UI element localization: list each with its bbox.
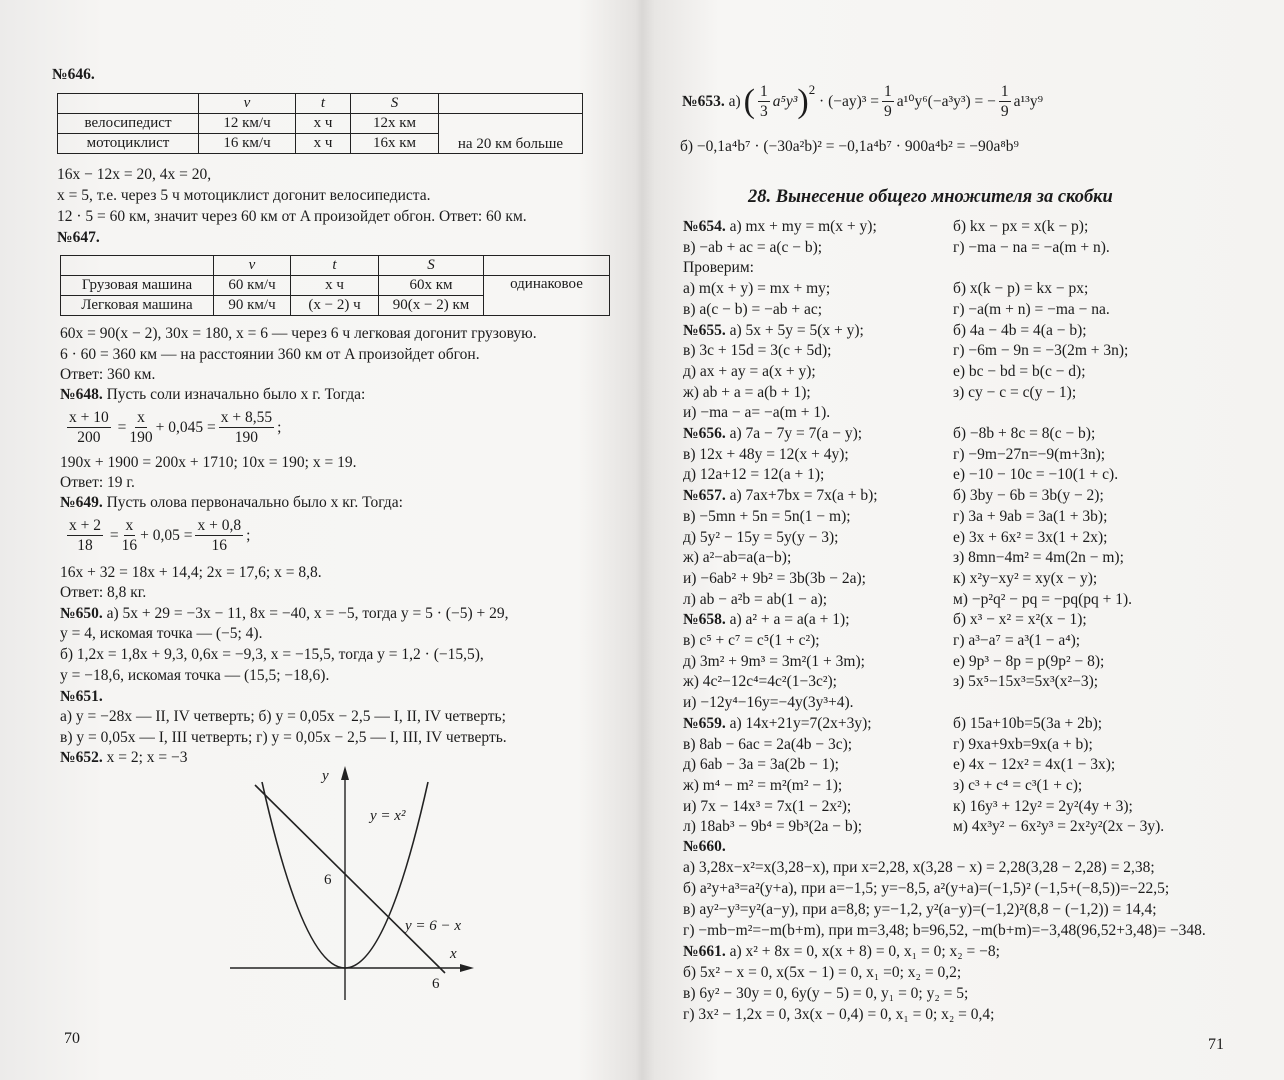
text-line: 60x = 90(x − 2), 30x = 180, x = 6 — через 6 ч легковая догонит грузовую.: [60, 325, 537, 342]
table-cell: (x − 2) ч: [291, 296, 379, 316]
line-y-6-minus-x: [255, 785, 445, 973]
problem-653-b: б) −0,1a⁴b⁷ · (−30a²b)² = −0,1a⁴b⁷ · 900a⁴b² = −90a⁸b⁹: [680, 138, 1019, 155]
text-line: а) 3,28x−x²=x(3,28−x), при x=2,28, x(3,28 − x) = 2,28(3,28 − 2,28) = 2,38;: [683, 859, 1155, 876]
text-line: 16x + 32 = 18x + 14,4; 2x = 17,6; x = 8,8.: [60, 564, 322, 581]
text-line: 6 · 60 = 360 км — на расстоянии 360 км от A произойдет обгон.: [60, 346, 480, 363]
table-cell: x ч: [291, 276, 379, 296]
y-axis-arrow-icon: [341, 766, 349, 780]
exercise-right-item: е) 3x + 6x² = 3x(1 + 2x);: [953, 528, 1108, 546]
text-line: в) y = 0,05x — I, III четверть; г) y = 0,05x − 2,5 — I, III, IV четверть.: [60, 729, 507, 746]
exercise-right-item: к) 16y³ + 12y² = 2y²(4y + 3);: [953, 797, 1133, 815]
exercise-right-item: б) −8b + 8c = 8(c − b);: [953, 425, 1096, 442]
exercise-left-item: д) ax + ay = a(x + y);: [683, 362, 816, 380]
page-number: 70: [64, 1030, 80, 1047]
y-tick-label: 6: [324, 872, 332, 888]
table-note-cell: одинаковое: [484, 276, 610, 316]
exercise-left-item: в) a(c − b) = −ab + ac;: [683, 300, 823, 318]
problem-646-title: №646.: [52, 66, 95, 83]
exercise-right-item: е) −10 − 10c = −10(1 + c).: [953, 466, 1119, 484]
problem-653-a: №653. а) ( $\frac{1}{3}$ a⁵y³ ) $^2$ · (−ay)³ = $\frac{1}{9}$ a¹⁰y⁶(−a³y³) = − $\frac{1}{9}$ a¹³y⁹: [682, 82, 1043, 120]
exercise-left-item: и) 7x − 14x³ = 7x(1 − 2x²);: [683, 797, 852, 815]
text-line: №661. а) x² + 8x = 0, x(x + 8) = 0, x₁ = 0; x₂ = −8;: [683, 943, 1000, 960]
exercise-left-item: и) −12y⁴−16y=−4y(3y³+4).: [683, 694, 854, 712]
text-line: Ответ: 8,8 кг.: [60, 584, 147, 601]
exercise-left-item: л) ab − a²b = ab(1 − a);: [683, 590, 828, 608]
text-line: y = 4, искомая точка — (−5; 4).: [60, 625, 263, 642]
exercise-right-item: г) −ma − na = −a(m + n).: [953, 238, 1110, 256]
exercise-right-item: б) kx − px = x(k − p);: [953, 218, 1089, 235]
table-cell: 60 км/ч: [214, 276, 291, 296]
equation-648: $\frac{x + 10}{200}$ = $\frac{x}{190}$ + 0,045 = $\frac{x + 8,55}{190}$ ;: [69, 409, 282, 446]
x-axis-label: x: [450, 946, 457, 962]
exercise-right-item: б) 3by − 6b = 3b(y − 2);: [953, 487, 1104, 505]
exercise-left-item: №654. а) mx + my = m(x + y);: [683, 218, 877, 235]
problem-647-title: №647.: [57, 229, 100, 246]
exercise-left-item: №655. а) 5x + 5y = 5(x + y);: [683, 321, 864, 339]
table-header-cell: v: [199, 94, 296, 114]
exercise-right-item: г) 3a + 9ab = 3a(1 + 3b);: [953, 507, 1108, 525]
text-line: 12 · 5 = 60 км, значит через 60 км от A произойдет обгон. Ответ: 60 км.: [57, 208, 527, 225]
exercise-left-item: №656. а) 7a − 7y = 7(a − y);: [683, 425, 863, 442]
table-header-cell: v: [214, 256, 291, 276]
table-header-cell: S: [351, 94, 439, 114]
exercise-left-item: в) 3c + 15d = 3(c + 5d);: [683, 342, 832, 360]
x-axis-arrow-icon: [460, 964, 474, 972]
exercise-right-item: б) 15a+10b=5(3a + 2b);: [953, 714, 1103, 732]
exercise-right-item: г) 9xa+9xb=9x(a + b);: [953, 735, 1093, 753]
text-line: Ответ: 19 г.: [60, 474, 135, 491]
exercise-right-item: г) a³−a⁷ = a³(1 − a⁴);: [953, 632, 1081, 649]
exercise-left-item: Проверим:: [683, 259, 754, 277]
exercise-left-item: ж) a²−ab=a(a−b);: [683, 549, 792, 567]
text-line: Ответ: 360 км.: [60, 366, 156, 383]
text-line: г) −mb−m²=−m(b+m), при m=3,48; b=96,52, −m(b+m)=−3,48(96,52+3,48)= −348.: [683, 922, 1206, 939]
table-cell: 16 км/ч: [199, 134, 296, 154]
exercise-left-item: ж) 4c²−12c⁴=4c²(1−3c²);: [683, 673, 837, 691]
exercise-right-item: г) −9m−27n=−9(m+3n);: [953, 445, 1106, 463]
table-header-cell: t: [296, 94, 351, 114]
table-cell: Грузовая машина: [61, 276, 214, 296]
text-line: г) 3x² − 1,2x = 0, 3x(x − 0,4) = 0, x₁ = 0; x₂ = 0,4;: [683, 1006, 995, 1023]
exercise-left-item: ж) m⁴ − m² = m²(m² − 1);: [683, 776, 843, 794]
exercise-left-item: в) −5mn + 5n = 5n(1 − m);: [683, 507, 851, 525]
line-label: y = 6 − x: [405, 918, 462, 934]
page-number: 71: [1208, 1036, 1224, 1053]
problem-652-line: №652. x = 2; x = −3: [60, 749, 188, 766]
exercise-left-item: л) 18ab³ − 9b⁴ = 9b³(2a − b);: [683, 818, 863, 836]
text-line: а) y = −28x — II, IV четверть; б) y = 0,05x − 2,5 — I, II, IV четверть;: [60, 708, 506, 725]
exercise-right-item: г) −a(m + n) = −ma − na.: [953, 300, 1110, 318]
table-header-cell: t: [291, 256, 379, 276]
exercise-right-item: г) −6m − 9n = −3(2m + 3n);: [953, 342, 1129, 360]
table-cell: 12 км/ч: [199, 114, 296, 134]
exercise-left-item: в) 12x + 48y = 12(x + 4y);: [683, 445, 849, 463]
problem-660-title: №660.: [683, 838, 726, 855]
table-cell: 90 км/ч: [214, 296, 291, 316]
table-cell: 16x км: [351, 134, 439, 154]
problem-651-title: №651.: [60, 688, 103, 705]
text-line: б) a²y+a³=a²(y+a), при a=−1,5; y=−8,5, a²(y+a)=(−1,5)² (−1,5+(−8,5))=−22,5;: [683, 880, 1170, 897]
x-tick-label: 6: [432, 976, 440, 992]
exercise-right-item: з) c³ + c⁴ = c³(1 + c);: [953, 776, 1083, 794]
table-cell: 12x км: [351, 114, 439, 134]
text-line: x = 5, т.е. через 5 ч мотоциклист догонит велосипедиста.: [57, 187, 431, 204]
text-line: 190x + 1900 = 200x + 1710; 10x = 190; x = 19.: [60, 454, 357, 471]
exercise-left-item: №657. а) 7ax+7bx = 7x(a + b);: [683, 487, 878, 505]
exercise-left-item: а) m(x + y) = mx + my;: [683, 280, 831, 298]
text-line: в) ay²−y³=y²(a−y), при a=8,8; y=−1,2, y²(a−y)=(−1,2)²(8,8 − (−1,2)) = 14,4;: [683, 901, 1157, 918]
exercise-left-item: №658. а) a² + a = a(a + 1);: [683, 611, 850, 629]
exercise-right-item: з) 5x⁵−15x³=5x³(x²−3);: [953, 673, 1099, 691]
exercise-right-item: з) cy − c = c(y − 1);: [953, 383, 1077, 401]
exercise-right-item: б) x(k − p) = kx − px;: [953, 280, 1089, 298]
graph-652: [0, 0, 640, 1080]
exercise-right-item: б) x³ − x² = x²(x − 1);: [953, 611, 1087, 629]
exercise-left-item: №659. а) 14x+21y=7(2x+3y);: [683, 714, 872, 732]
exercise-left-item: д) 5y² − 15y = 5y(y − 3);: [683, 528, 839, 546]
exercise-left-item: д) 6ab − 3a = 3a(2b − 1);: [683, 756, 839, 774]
section-heading: 28. Вынесение общего множителя за скобки: [748, 187, 1113, 207]
y-axis-label: y: [322, 768, 329, 784]
text-line: y = −18,6, искомая точка — (15,5; −18,6).: [60, 667, 330, 684]
exercise-right-item: е) bc − bd = b(c − d);: [953, 362, 1086, 380]
table-cell: x ч: [296, 114, 351, 134]
exercise-left-item: ж) ab + a = a(b + 1);: [683, 383, 811, 401]
equation-649: $\frac{x + 2}{18}$ = $\frac{x}{16}$ + 0,05 = $\frac{x + 0,8}{16}$ ;: [69, 517, 251, 554]
problem-649-intro: №649. Пусть олова первоначально было x кг. Тогда:: [60, 494, 403, 511]
exercise-right-item: е) 9p³ − 8p = p(9p² − 8);: [953, 652, 1105, 670]
exercise-right-item: е) 4x − 12x² = 4x(1 − 3x);: [953, 756, 1116, 774]
table-cell: 90(x − 2) км: [379, 296, 484, 316]
exercise-left-item: д) 3m² + 9m³ = 3m²(1 + 3m);: [683, 652, 865, 670]
text-line: в) 6y² − 30y = 0, 6y(y − 5) = 0, y₁ = 0; y₂ = 5;: [683, 985, 969, 1002]
exercise-right-item: б) 4a − 4b = 4(a − b);: [953, 321, 1087, 339]
text-line: б) 5x² − x = 0, x(5x − 1) = 0, x₁ =0; x₂ = 0,2;: [683, 964, 962, 981]
exercise-left-item: и) −6ab² + 9b² = 3b(3b − 2a);: [683, 569, 866, 587]
table-cell: x ч: [296, 134, 351, 154]
text-line: б) 1,2x = 1,8x + 9,3, 0,6x = −9,3, x = −15,5, тогда y = 1,2 · (−15,5),: [60, 646, 484, 663]
exercise-right-item: з) 8mn−4m² = 4m(2n − m);: [953, 549, 1124, 567]
exercise-right-item: м) −p²q² − pq = −pq(pq + 1).: [953, 590, 1133, 608]
exercise-left-item: в) −ab + ac = a(c − b);: [683, 238, 823, 256]
exercise-right-item: м) 4x³y² − 6x²y³ = 2x²y²(2x − 3y).: [953, 818, 1165, 836]
exercise-left-item: и) −ma − a= −a(m + 1).: [683, 404, 831, 422]
table-cell: 60x км: [379, 276, 484, 296]
problem-648-intro: №648. Пусть соли изначально было x г. Тогда:: [60, 386, 366, 403]
problem-650-line: №650. а) 5x + 29 = −3x − 11, 8x = −40, x = −5, тогда y = 5 · (−5) + 29,: [60, 605, 509, 622]
parabola-label: y = x²: [370, 808, 406, 824]
table-cell: мотоциклист: [58, 134, 199, 154]
table-cell: велосипедист: [58, 114, 199, 134]
exercise-left-item: д) 12a+12 = 12(a + 1);: [683, 466, 825, 484]
text-line: 16x − 12x = 20, 4x = 20,: [57, 166, 212, 183]
exercise-left-item: в) c⁵ + c⁷ = c⁵(1 + c²);: [683, 632, 820, 649]
table-cell: Легковая машина: [61, 296, 214, 316]
exercise-right-item: к) x²y−xy² = xy(x − y);: [953, 569, 1098, 587]
exercise-left-item: в) 8ab − 6ac = 2a(4b − 3c);: [683, 735, 853, 753]
table-note-cell: на 20 км больше: [439, 114, 583, 154]
table-header-cell: S: [379, 256, 484, 276]
